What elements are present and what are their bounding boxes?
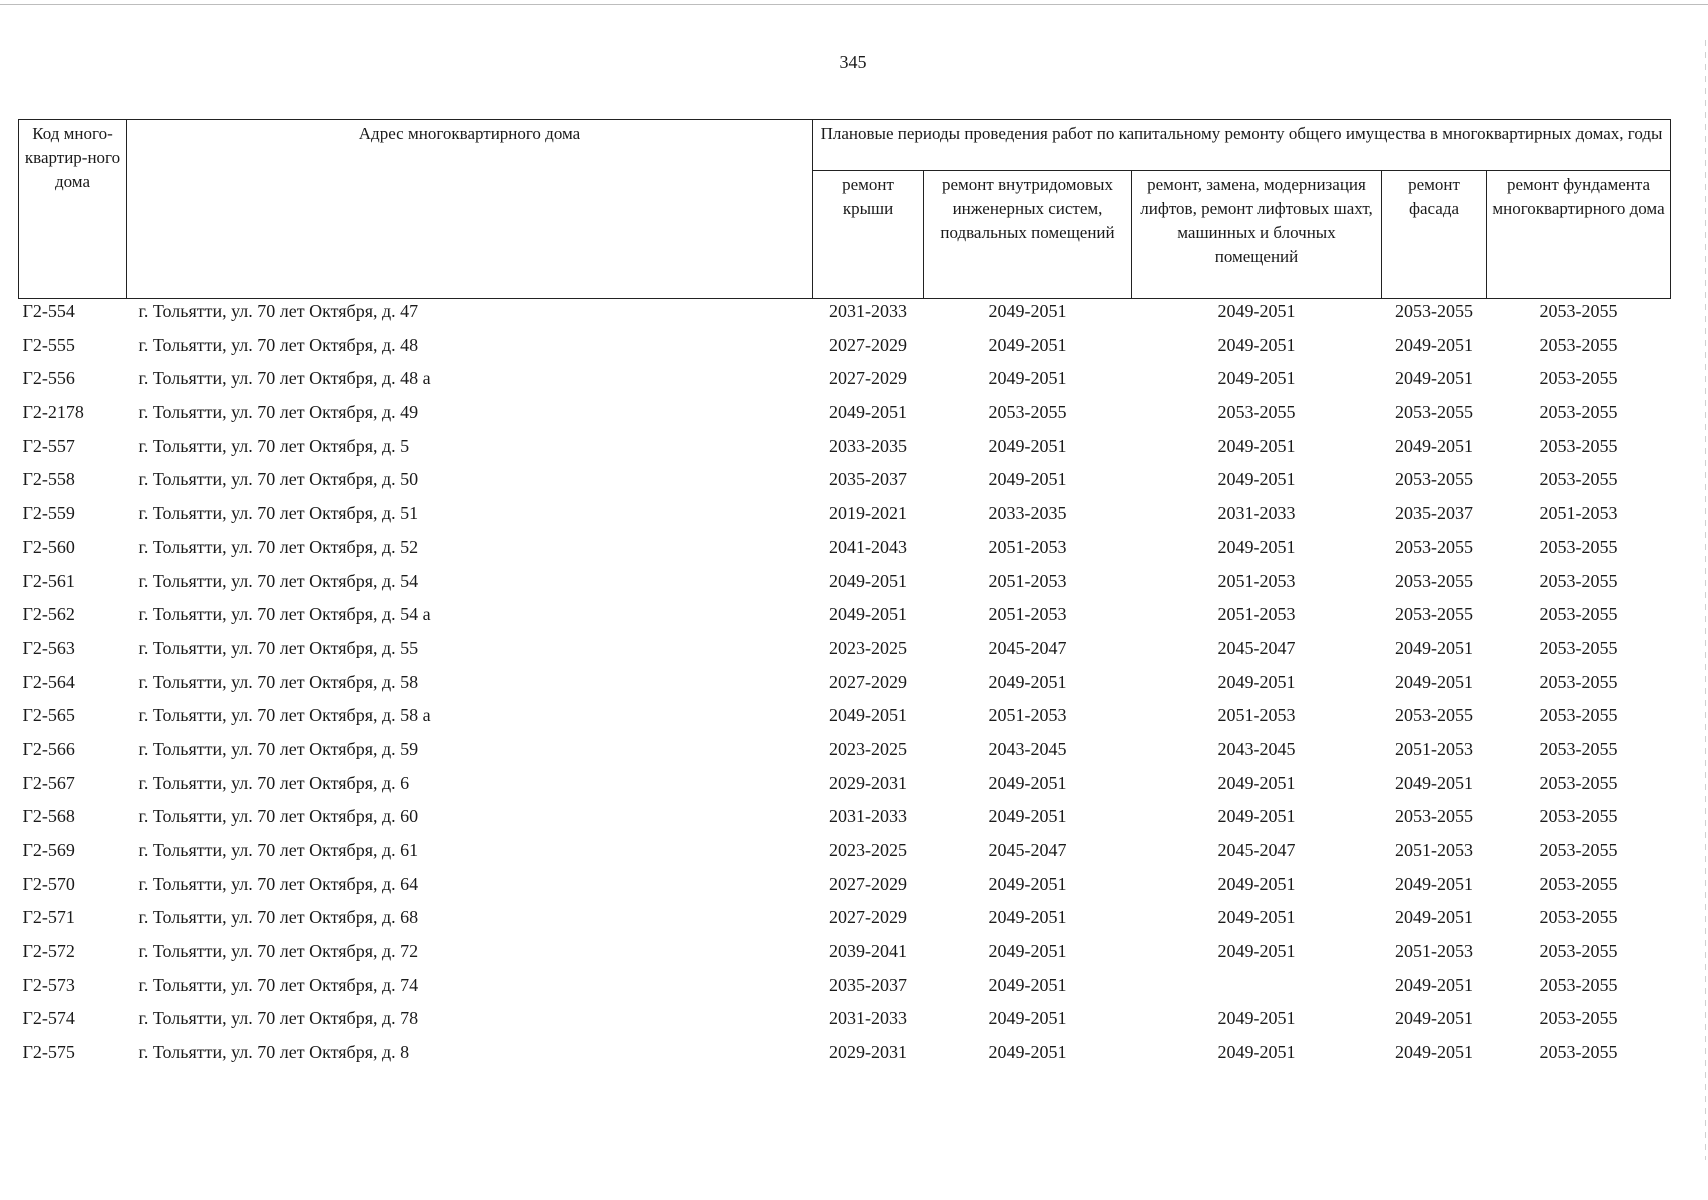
cell-elevators: 2051-2053 [1217,604,1296,625]
cell-foundation: 2053-2055 [1539,368,1618,389]
header-facade: ремонт фасада [1382,171,1487,299]
cell-roof: 2029-2031 [829,1042,907,1063]
table-row [19,739,1671,773]
cell-foundation: 2053-2055 [1539,974,1618,995]
cell-code: Г2-555 [22,334,75,355]
cell-roof: 2035-2037 [829,469,907,490]
cell-address: г. Тольятти, ул. 70 лет Октября, д. 47 [138,301,419,321]
cell-elevators: 2053-2055 [1217,402,1296,423]
cell-elevators: 2051-2053 [1217,570,1296,591]
cell-roof: 2029-2031 [829,772,907,793]
cell-systems: 2051-2053 [988,705,1067,726]
cell-address: г. Тольятти, ул. 70 лет Октября, д. 54 а [138,604,431,625]
scan-edge-right [1705,40,1706,1160]
cell-foundation: 2053-2055 [1539,941,1618,962]
header-code: Код много-квартир-ного дома [19,120,127,299]
cell-foundation: 2053-2055 [1539,671,1618,692]
cell-roof: 2019-2021 [829,503,907,524]
table-row [19,638,1671,672]
table-row [19,402,1671,436]
cell-facade: 2049-2051 [1395,435,1473,456]
cell-address: г. Тольятти, ул. 70 лет Октября, д. 6 [138,772,410,793]
cell-facade: 2049-2051 [1395,1042,1473,1063]
cell-roof: 2049-2051 [829,604,907,625]
cell-roof: 2049-2051 [829,570,907,591]
cell-roof: 2039-2041 [829,941,907,962]
cell-systems: 2043-2045 [988,738,1067,759]
cell-foundation: 2053-2055 [1539,840,1618,860]
cell-address: г. Тольятти, ул. 70 лет Октября, д. 48 а [138,368,431,389]
cell-address: г. Тольятти, ул. 70 лет Октября, д. 58 [138,671,419,692]
cell-code: Г2-557 [22,435,75,456]
cell-elevators: 2049-2051 [1217,536,1296,557]
cell-foundation: 2053-2055 [1539,469,1618,490]
cell-foundation: 2053-2055 [1539,1008,1618,1029]
cell-code: Г2-554 [22,301,75,321]
cell-systems: 2049-2051 [988,671,1067,692]
cell-systems: 2049-2051 [988,334,1067,355]
cell-foundation: 2053-2055 [1539,570,1618,591]
table-row [19,840,1671,874]
table-row [19,1042,1671,1076]
cell-elevators [1132,975,1382,1009]
cell-foundation: 2051-2053 [1539,503,1618,524]
cell-foundation: 2053-2055 [1539,402,1618,423]
cell-address: г. Тольятти, ул. 70 лет Октября, д. 5 [138,435,410,456]
cell-elevators: 2049-2051 [1217,1008,1296,1029]
cell-facade: 2049-2051 [1395,873,1473,894]
cell-systems: 2049-2051 [988,368,1067,389]
cell-systems: 2049-2051 [988,435,1067,456]
table-row [19,299,1671,335]
cell-roof: 2023-2025 [829,840,907,860]
cell-code: Г2-558 [22,469,75,490]
cell-systems: 2049-2051 [988,772,1067,793]
cell-facade: 2053-2055 [1395,806,1473,827]
cell-code: Г2-566 [22,738,75,759]
table-row [19,335,1671,369]
cell-foundation: 2053-2055 [1539,1042,1618,1063]
cell-foundation: 2053-2055 [1539,604,1618,625]
cell-systems: 2051-2053 [988,604,1067,625]
cell-foundation: 2053-2055 [1539,301,1618,321]
cell-code: Г2-572 [22,941,75,962]
cell-facade: 2053-2055 [1395,402,1473,423]
cell-elevators: 2049-2051 [1217,301,1296,321]
cell-elevators: 2049-2051 [1217,1042,1296,1063]
cell-systems: 2049-2051 [988,1042,1067,1063]
table-row [19,806,1671,840]
cell-facade: 2049-2051 [1395,334,1473,355]
cell-elevators: 2049-2051 [1217,873,1296,894]
cell-code: Г2-560 [22,536,75,557]
cell-code: Г2-2178 [22,402,84,423]
cell-foundation: 2053-2055 [1539,536,1618,557]
cell-roof: 2049-2051 [829,402,907,423]
cell-address: г. Тольятти, ул. 70 лет Октября, д. 52 [138,536,419,557]
cell-systems: 2045-2047 [988,840,1067,860]
cell-foundation: 2053-2055 [1539,334,1618,355]
cell-roof: 2041-2043 [829,536,907,557]
header-foundation: ремонт фундамента многоквартирного дома [1487,171,1671,299]
cell-elevators: 2049-2051 [1217,671,1296,692]
cell-systems: 2049-2051 [988,469,1067,490]
cell-facade: 2049-2051 [1395,637,1473,658]
cell-facade: 2053-2055 [1395,705,1473,726]
header-roof: ремонт крыши [813,171,924,299]
cell-code: Г2-569 [22,840,75,860]
cell-roof: 2049-2051 [829,705,907,726]
cell-roof: 2027-2029 [829,907,907,928]
table-row [19,941,1671,975]
cell-roof: 2031-2033 [829,301,907,321]
cell-address: г. Тольятти, ул. 70 лет Октября, д. 59 [138,738,419,759]
cell-roof: 2023-2025 [829,637,907,658]
cell-address: г. Тольятти, ул. 70 лет Октября, д. 60 [138,806,419,827]
cell-facade: 2049-2051 [1395,368,1473,389]
cell-address: г. Тольятти, ул. 70 лет Октября, д. 48 [138,334,419,355]
cell-facade: 2051-2053 [1395,738,1473,759]
cell-facade: 2053-2055 [1395,301,1473,321]
cell-facade: 2049-2051 [1395,671,1473,692]
table-row [19,975,1671,1009]
table-header [19,120,1671,299]
table-row [19,874,1671,908]
cell-elevators: 2031-2033 [1217,503,1296,524]
cell-elevators: 2049-2051 [1217,772,1296,793]
cell-roof: 2035-2037 [829,974,907,995]
table-row [19,503,1671,537]
cell-facade: 2049-2051 [1395,907,1473,928]
capital-repair-schedule-table [18,119,1671,1076]
cell-systems: 2049-2051 [988,873,1067,894]
cell-address: г. Тольятти, ул. 70 лет Октября, д. 61 [138,840,419,860]
cell-code: Г2-571 [22,907,75,928]
cell-elevators: 2045-2047 [1217,637,1296,658]
cell-elevators: 2045-2047 [1217,840,1296,860]
cell-facade: 2035-2037 [1395,503,1473,524]
cell-facade: 2053-2055 [1395,604,1473,625]
header-address: Адрес многоквартирного дома [127,120,813,299]
cell-systems: 2049-2051 [988,1008,1067,1029]
cell-roof: 2031-2033 [829,806,907,827]
cell-code: Г2-561 [22,570,75,591]
cell-address: г. Тольятти, ул. 70 лет Октября, д. 8 [138,1042,410,1063]
cell-facade: 2053-2055 [1395,469,1473,490]
cell-foundation: 2053-2055 [1539,738,1618,759]
cell-systems: 2053-2055 [988,402,1067,423]
cell-elevators: 2049-2051 [1217,806,1296,827]
cell-elevators: 2043-2045 [1217,738,1296,759]
cell-roof: 2027-2029 [829,368,907,389]
cell-code: Г2-563 [22,637,75,658]
cell-systems: 2049-2051 [988,806,1067,827]
cell-roof: 2031-2033 [829,1008,907,1029]
cell-systems: 2049-2051 [988,907,1067,928]
cell-foundation: 2053-2055 [1539,705,1618,726]
cell-facade: 2053-2055 [1395,570,1473,591]
cell-elevators: 2049-2051 [1217,435,1296,456]
cell-code: Г2-567 [22,772,75,793]
cell-systems: 2049-2051 [988,974,1067,995]
header-planned-periods: Плановые периоды проведения работ по капитальному ремонту общего имущества в многоквартирных домах, годы [813,120,1671,171]
cell-code: Г2-564 [22,671,75,692]
cell-foundation: 2053-2055 [1539,772,1618,793]
table-row [19,705,1671,739]
cell-roof: 2027-2029 [829,671,907,692]
cell-code: Г2-575 [22,1042,75,1063]
cell-elevators: 2049-2051 [1217,469,1296,490]
cell-roof: 2023-2025 [829,738,907,759]
cell-systems: 2033-2035 [988,503,1067,524]
cell-foundation: 2053-2055 [1539,907,1618,928]
cell-elevators: 2049-2051 [1217,907,1296,928]
cell-systems: 2049-2051 [988,941,1067,962]
cell-code: Г2-568 [22,806,75,827]
cell-elevators: 2049-2051 [1217,334,1296,355]
table-row [19,469,1671,503]
cell-foundation: 2053-2055 [1539,873,1618,894]
cell-facade: 2049-2051 [1395,1008,1473,1029]
cell-code: Г2-574 [22,1008,75,1029]
cell-code: Г2-565 [22,705,75,726]
table-row [19,604,1671,638]
table-row [19,1008,1671,1042]
scan-edge-top [0,4,1708,5]
cell-facade: 2053-2055 [1395,536,1473,557]
cell-foundation: 2053-2055 [1539,806,1618,827]
cell-facade: 2049-2051 [1395,772,1473,793]
cell-facade: 2051-2053 [1395,840,1473,860]
cell-facade: 2049-2051 [1395,974,1473,995]
cell-roof: 2027-2029 [829,873,907,894]
cell-code: Г2-573 [22,974,75,995]
cell-address: г. Тольятти, ул. 70 лет Октября, д. 50 [138,469,419,490]
cell-address: г. Тольятти, ул. 70 лет Октября, д. 72 [138,941,419,962]
table-row [19,537,1671,571]
table-row [19,907,1671,941]
cell-elevators: 2051-2053 [1217,705,1296,726]
table-row [19,571,1671,605]
table-row [19,773,1671,807]
cell-address: г. Тольятти, ул. 70 лет Октября, д. 58 а [138,705,431,726]
cell-address: г. Тольятти, ул. 70 лет Октября, д. 54 [138,570,419,591]
cell-systems: 2045-2047 [988,637,1067,658]
cell-code: Г2-556 [22,368,75,389]
cell-address: г. Тольятти, ул. 70 лет Октября, д. 78 [138,1008,419,1029]
cell-foundation: 2053-2055 [1539,435,1618,456]
cell-address: г. Тольятти, ул. 70 лет Октября, д. 49 [138,402,419,423]
cell-facade: 2051-2053 [1395,941,1473,962]
page-number: 345 [839,52,867,72]
header-elevators: ремонт, замена, модернизация лифтов, ремонт лифтовых шахт, машинных и блочных помещений [1132,171,1382,299]
cell-address: г. Тольятти, ул. 70 лет Октября, д. 64 [138,873,419,894]
cell-address: г. Тольятти, ул. 70 лет Октября, д. 55 [138,637,419,658]
table-row [19,368,1671,402]
table-row [19,436,1671,470]
cell-systems: 2051-2053 [988,570,1067,591]
cell-roof: 2027-2029 [829,334,907,355]
cell-code: Г2-559 [22,503,75,524]
cell-code: Г2-570 [22,873,75,894]
header-systems: ремонт внутридомовых инженерных систем, подвальных помещений [924,171,1132,299]
cell-systems: 2051-2053 [988,536,1067,557]
cell-code: Г2-562 [22,604,75,625]
cell-address: г. Тольятти, ул. 70 лет Октября, д. 51 [138,503,419,524]
cell-systems: 2049-2051 [988,301,1067,321]
cell-foundation: 2053-2055 [1539,637,1618,658]
cell-roof: 2033-2035 [829,435,907,456]
cell-address: г. Тольятти, ул. 70 лет Октября, д. 68 [138,907,419,928]
table-row [19,672,1671,706]
cell-elevators: 2049-2051 [1217,368,1296,389]
cell-elevators: 2049-2051 [1217,941,1296,962]
cell-address: г. Тольятти, ул. 70 лет Октября, д. 74 [138,974,419,995]
table-body [19,299,1671,1076]
